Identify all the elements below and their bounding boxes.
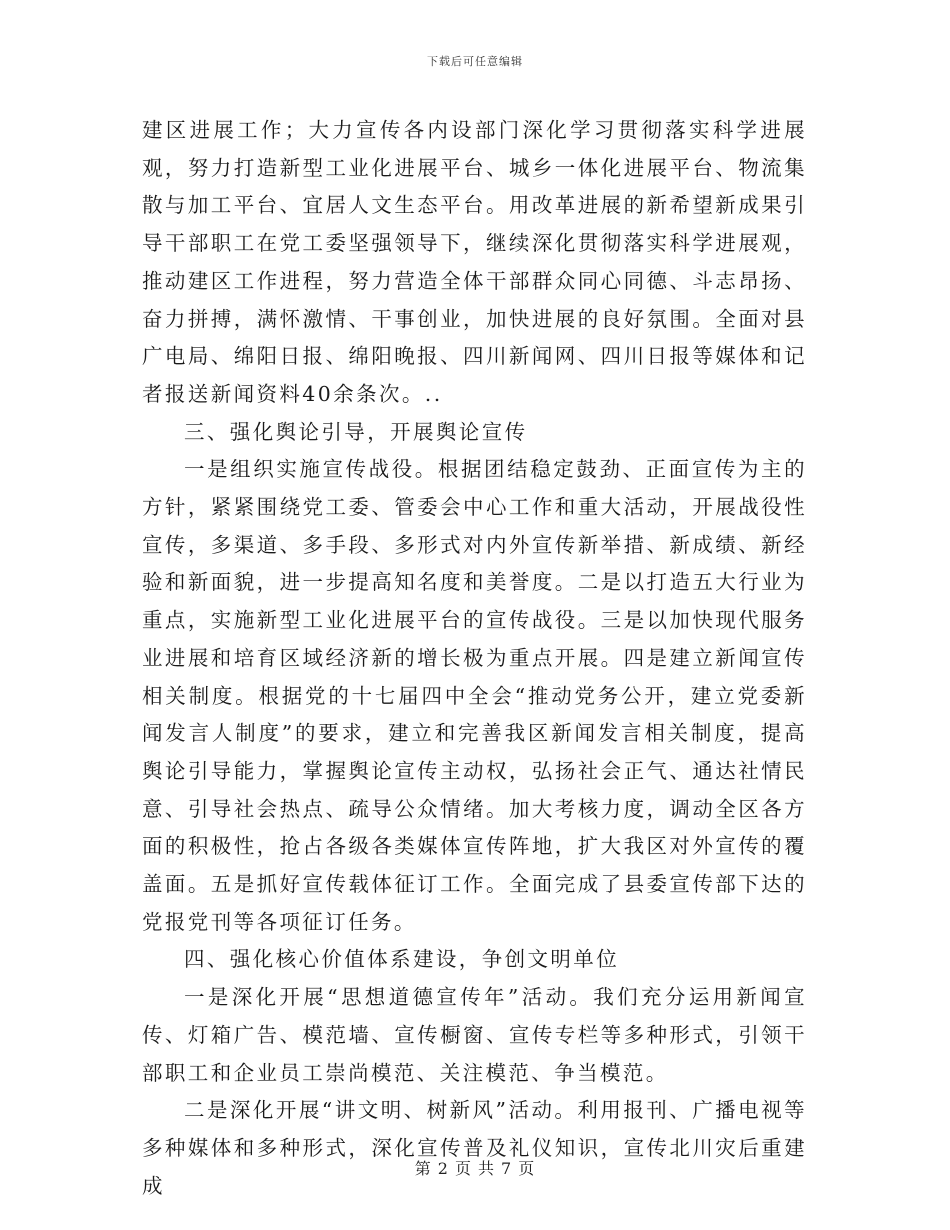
footer-middle: 页 共: [454, 1159, 496, 1178]
paragraph-continuation: 建区进展工作；大力宣传各内设部门深化学习贯彻落实科学进展观，努力打造新型工业化进展平台、城乡一体化进展平台、物流集散与加工平台、宜居人文生态平台。用改革进展的新希望新成果引导干部职工在党工委坚强领导下，继续深化贯彻落实科学进展观，推动建区工作进程，努力营造全体干部群众同心同德、斗志昂扬、奋力拼搏，满怀激情、干事创业，加快进展的良好氛围。全面对县广电局、绵阳日报、绵阳晚报、四川新闻网、四川日报等媒体和记者报送新闻资料40余条次。..: [142, 118, 807, 406]
paragraph-section-3-body: 一是组织实施宣传战役。根据团结稳定鼓劲、正面宣传为主的方针，紧紧围绕党工委、管委会中心工作和重大活动，开展战役性宣传，多渠道、多手段、多形式对内外宣传新举措、新成绩、新经验和新面貌，进一步提高知名度和美誉度。二是以打造五大行业为重点，实施新型工业化进展平台的宣传战役。三是以加快现代服务业进展和培育区域经济新的增长极为重点开展。四是建立新闻宣传相关制度。根据党的十七届四中全会“推动党务公开，建立党委新闻发言人制度”的要求，建立和完善我区新闻发言相关制度，提高舆论引导能力，掌握舆论宣传主动权，弘扬社会正气、通达社情民意、引导社会热点、疏导公众情绪。加大考核力度，调动全区各方面的积极性，抢占各级各类媒体宣传阵地，扩大我区对外宣传的覆盖面。五是抓好宣传载体征订工作。全面完成了县委宣传部下达的党报党刊等各项征订任务。: [142, 457, 807, 934]
paragraph-section-4-item-1: 一是深化开展“思想道德宣传年”活动。我们充分运用新闻宣传、灯箱广告、模范墙、宣传橱窗、宣传专栏等多种形式，引领干部职工和企业员工崇尚模范、关注模范、争当模范。: [142, 985, 807, 1085]
page-header-note: 下载后可任意编辑: [427, 55, 523, 68]
footer-total-pages: 7: [501, 1159, 513, 1178]
paragraph-section-4-item-2: 二是深化开展“讲文明、树新风”活动。利用报刊、广播电视等多种媒体和多种形式，深化宣传普及礼仪知识，宣传北川灾后重建成: [142, 1098, 807, 1198]
footer-page-number: 2: [437, 1159, 449, 1178]
section-heading-3: 三、强化舆论引导，开展舆论宣传: [184, 419, 528, 444]
document-body: [142, 112, 807, 1205]
page-footer: [0, 1156, 950, 1179]
section-heading-4: 四、强化核心价值体系建设，争创文明单位: [184, 947, 620, 972]
footer-prefix: 第: [414, 1159, 432, 1178]
footer-suffix: 页: [518, 1159, 536, 1178]
